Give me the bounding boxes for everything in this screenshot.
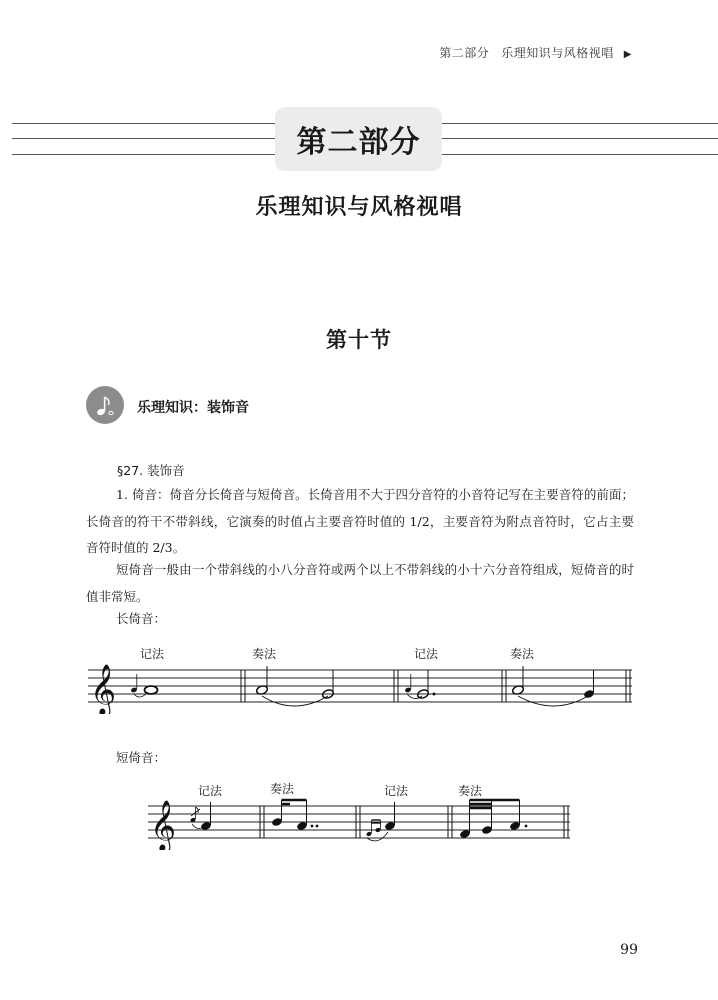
performance-label: 奏法 [252, 647, 277, 661]
treble-clef-icon: 𝄞 [90, 664, 117, 714]
running-header-part: 第二部分 [439, 46, 490, 60]
running-header [439, 44, 632, 61]
page-number: 99 [620, 942, 638, 958]
subsection-title: §27. 装饰音 [117, 463, 185, 478]
part-subtitle: 乐理知识与风格视唱 [255, 195, 463, 220]
treble-clef-icon: 𝄞 [150, 800, 177, 850]
music-note-icon [86, 386, 124, 424]
notation-label: 记法 [140, 647, 165, 661]
paragraph: 短倚音一般由一个带斜线的小八分音符或两个以上不带斜线的小十六分音符组成，短倚音的时值非常短。 [86, 562, 634, 604]
part-title: 第二部分 [296, 125, 421, 160]
notation-label: 记法 [198, 784, 223, 798]
topic-label: 乐理知识：装饰音 [137, 400, 249, 416]
performance-label: 奏法 [510, 647, 535, 661]
short-appoggiatura-label: 短倚音： [116, 750, 167, 765]
performance-label: 奏法 [458, 784, 483, 798]
performance-label: 奏法 [270, 782, 295, 796]
part-title-box [275, 107, 442, 171]
section-title: 第十节 [326, 328, 392, 352]
long-appoggiatura-label: 长倚音： [116, 611, 167, 626]
notation-label: 记法 [384, 784, 409, 798]
running-header-title: 乐理知识与风格视唱 [501, 46, 614, 60]
paragraph: 1. 倚音：倚音分长倚音与短倚音。长倚音用不大于四分音符的小音符记写在主要音符的前面；长倚音的符干不带斜线，它演奏的时值占主要音符时值的 1/2，主要音符为附点音符时，它占主要音符时值的 2/3。 [86, 487, 634, 555]
triangle-right-icon: ▶ [623, 49, 632, 60]
short-appoggiatura-staff [144, 794, 574, 850]
notation-label: 记法 [414, 647, 439, 661]
long-appoggiatura-staff [84, 658, 644, 714]
